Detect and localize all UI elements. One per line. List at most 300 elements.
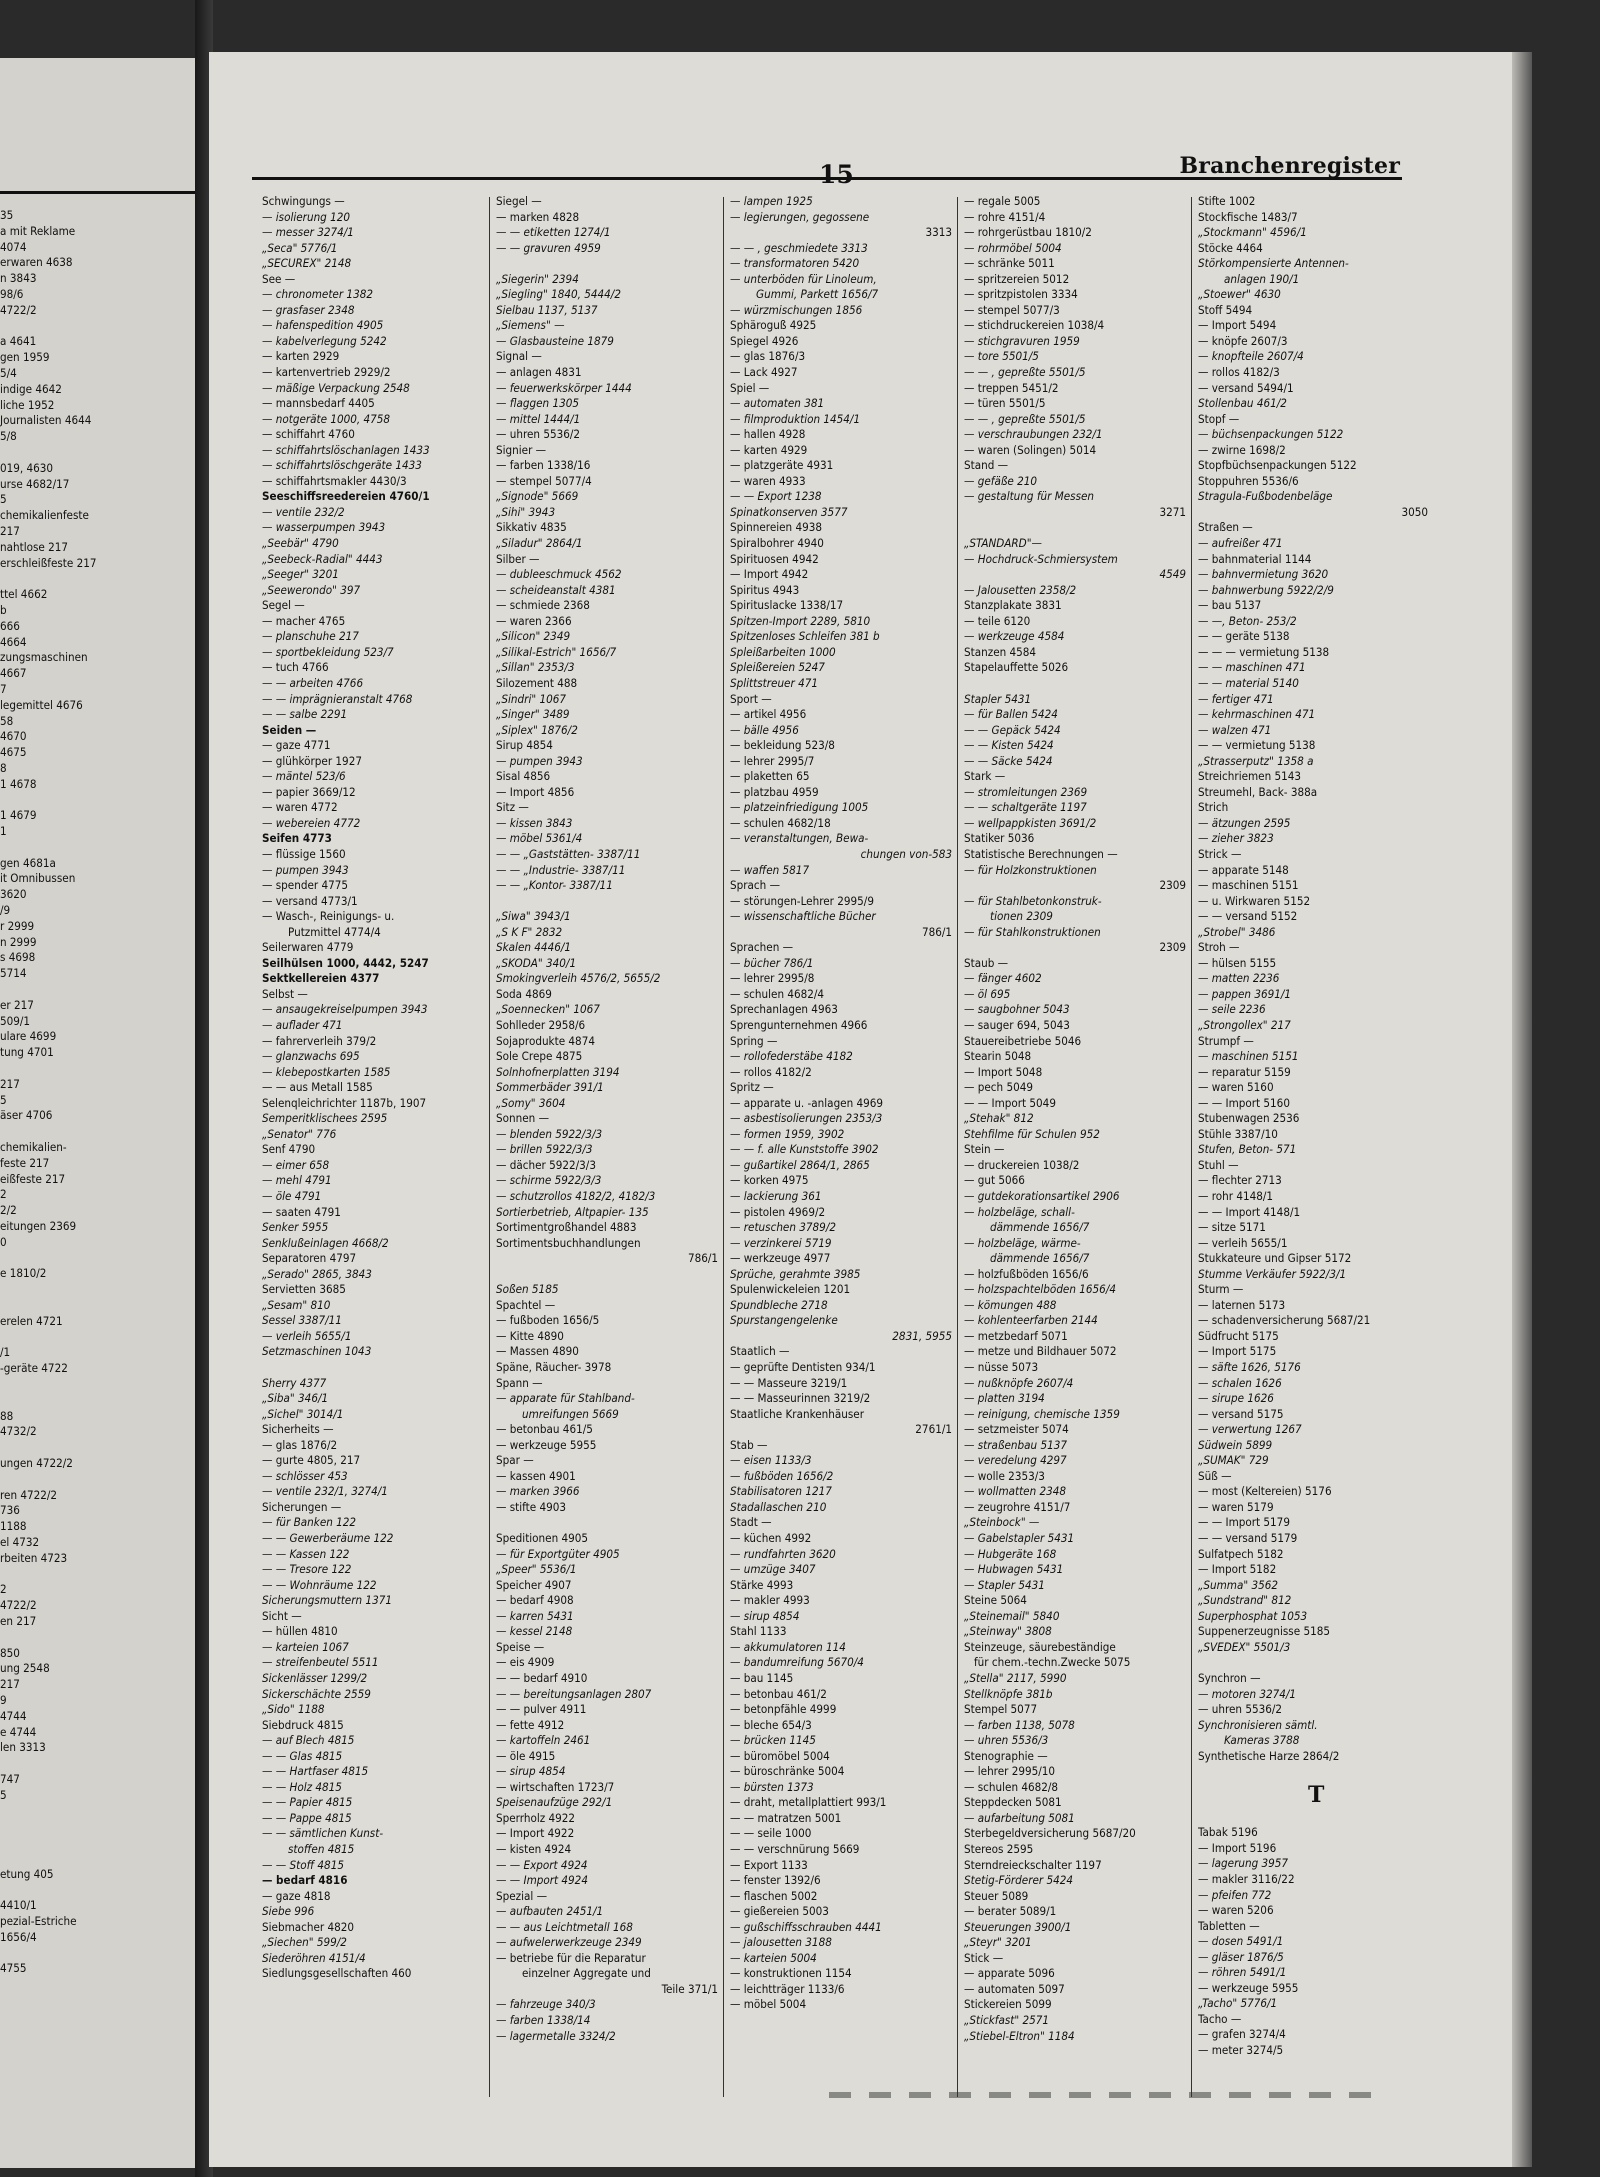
index-entry: — sportbekleidung 523/7 bbox=[262, 644, 394, 659]
index-entry: Sitz — bbox=[496, 800, 529, 815]
index-entry: — — etiketten 1274/1 bbox=[496, 225, 611, 240]
fragment-line: el 4732 bbox=[0, 1534, 40, 1549]
index-entry: Spirituosen 4942 bbox=[730, 551, 819, 566]
index-entry: chungen von-583 bbox=[860, 846, 952, 861]
index-entry: — Hubwagen 5431 bbox=[964, 1562, 1064, 1577]
fragment-line bbox=[0, 1567, 195, 1583]
index-entry: — betonbau 461/2 bbox=[730, 1686, 827, 1701]
index-entry: anlagen 190/1 bbox=[1224, 271, 1300, 286]
index-entry: — motoren 3274/1 bbox=[1198, 1686, 1297, 1701]
previous-page-column bbox=[0, 208, 195, 1977]
index-entry: — farben 1338/16 bbox=[496, 458, 591, 473]
index-entry: — küchen 4992 bbox=[730, 1531, 812, 1546]
index-entry: — platzbau 4959 bbox=[730, 784, 819, 799]
index-entry: Sterbegeldversicherung 5687/20 bbox=[964, 1826, 1136, 1841]
index-entry: — makler 3116/22 bbox=[1198, 1871, 1295, 1886]
index-entry: Störkompensierte Antennen- bbox=[1198, 256, 1349, 271]
index-entry: — bau 5137 bbox=[1198, 598, 1262, 613]
index-entry: Stick — bbox=[964, 1950, 1004, 1965]
index-entry: — retuschen 3789/2 bbox=[730, 1220, 836, 1235]
index-entry: Sickenlässer 1299/2 bbox=[262, 1670, 368, 1685]
index-entry: — meter 3274/5 bbox=[1198, 2042, 1284, 2057]
index-entry: Siederöhren 4151/4 bbox=[262, 1950, 366, 1965]
index-entry: — schulen 4682/18 bbox=[730, 815, 831, 830]
fragment-line: zungsmaschinen bbox=[0, 650, 88, 665]
index-entry: — waren 5206 bbox=[1198, 1903, 1274, 1918]
index-entry: Sortimentsbuchhandlungen bbox=[496, 1235, 641, 1250]
index-entry: „Sindri" 1067 bbox=[496, 691, 566, 706]
index-entry: — fette 4912 bbox=[496, 1717, 565, 1732]
fragment-line: /1 bbox=[0, 1345, 11, 1360]
index-entry: Stufen, Beton- 571 bbox=[1198, 1142, 1297, 1157]
index-entry: — karten 2929 bbox=[262, 349, 340, 364]
index-entry: — berater 5089/1 bbox=[964, 1904, 1057, 1919]
index-entry: — wirtschaften 1723/7 bbox=[496, 1779, 615, 1794]
fragment-line: 3620 bbox=[0, 887, 27, 902]
index-entry: „S K F" 2832 bbox=[496, 924, 563, 939]
index-entry: — Import 4942 bbox=[730, 567, 809, 582]
index-entry: Siedlungsgesellschaften 460 bbox=[262, 1966, 412, 1981]
index-entry: Sterndreieckschalter 1197 bbox=[964, 1857, 1102, 1872]
index-entry: Servietten 3685 bbox=[262, 1282, 346, 1297]
index-entry: — — Gewerberäume 122 bbox=[262, 1531, 394, 1546]
index-entry: „Summa" 3562 bbox=[1198, 1577, 1278, 1592]
index-entry: — — Säcke 5424 bbox=[964, 753, 1053, 768]
index-entry: Sturm — bbox=[1198, 1282, 1244, 1297]
index-entry: — ätzungen 2595 bbox=[1198, 815, 1291, 830]
index-entry: — säfte 1626, 5176 bbox=[1198, 1360, 1301, 1375]
index-entry: — — Masseure 3219/1 bbox=[730, 1375, 848, 1390]
index-entry: Sommerbäder 391/1 bbox=[496, 1080, 604, 1095]
fragment-line: 4744 bbox=[0, 1708, 27, 1723]
fragment-line bbox=[0, 1330, 195, 1346]
index-entry: „Strobel" 3486 bbox=[1198, 924, 1276, 939]
index-entry: — Wasch-, Reinigungs- u. bbox=[262, 909, 395, 924]
fragment-line: 4722/2 bbox=[0, 1598, 37, 1613]
index-entry: Sphäroguß 4925 bbox=[730, 318, 817, 333]
fragment-line: eitungen 2369 bbox=[0, 1219, 77, 1233]
fragment-line bbox=[0, 1377, 195, 1393]
index-entry: „Sundstrand" 812 bbox=[1198, 1593, 1292, 1608]
index-entry bbox=[964, 676, 1186, 692]
index-entry: — — Import 4148/1 bbox=[1198, 1204, 1301, 1219]
index-entry: Streichriemen 5143 bbox=[1198, 769, 1302, 784]
index-entry: — schadenversicherung 5687/21 bbox=[1198, 1313, 1371, 1328]
index-entry: Statiker 5036 bbox=[964, 831, 1035, 846]
index-column-1 bbox=[262, 194, 484, 1982]
index-entry: — farben 1138, 5078 bbox=[964, 1717, 1075, 1732]
index-entry: — stromleitungen 2369 bbox=[964, 784, 1088, 799]
index-entry: Kameras 3788 bbox=[1224, 1733, 1300, 1748]
index-entry: — gut 5066 bbox=[964, 1173, 1025, 1188]
fragment-line: 88 bbox=[0, 1408, 14, 1423]
fragment-line bbox=[0, 1440, 195, 1456]
index-entry: Stapelauffette 5026 bbox=[964, 660, 1069, 675]
index-entry: — knopfteile 2607/4 bbox=[1198, 349, 1304, 364]
index-entry: — knöpfe 2607/3 bbox=[1198, 333, 1288, 348]
index-entry: — fahrerverleih 379/2 bbox=[262, 1033, 377, 1048]
index-entry: — versand 5175 bbox=[1198, 1406, 1284, 1421]
index-entry: Soda 4869 bbox=[496, 986, 552, 1001]
fragment-line: n 3843 bbox=[0, 271, 37, 286]
index-entry: 4549 bbox=[1159, 567, 1186, 582]
index-entry: — pumpen 3943 bbox=[262, 862, 349, 877]
index-entry: Seilhülsen 1000, 4442, 5247 bbox=[262, 955, 429, 970]
index-entry: — kartoffeln 2461 bbox=[496, 1733, 591, 1748]
index-entry: — betriebe für die Reparatur bbox=[496, 1950, 646, 1965]
index-entry: — Export 1133 bbox=[730, 1857, 808, 1872]
index-entry: Seilerwaren 4779 bbox=[262, 940, 354, 955]
index-entry: — umzüge 3407 bbox=[730, 1562, 816, 1577]
index-entry: — eimer 658 bbox=[262, 1157, 330, 1172]
index-entry: — waren 4933 bbox=[730, 473, 806, 488]
index-entry: Stoppuhren 5536/6 bbox=[1198, 473, 1299, 488]
index-entry: — rohrmöbel 5004 bbox=[964, 240, 1062, 255]
index-entry: — saugbohner 5043 bbox=[964, 1002, 1070, 1017]
index-entry: Sisal 4856 bbox=[496, 769, 551, 784]
fragment-line bbox=[0, 1835, 195, 1851]
index-entry: — mittel 1444/1 bbox=[496, 411, 581, 426]
index-entry: — flüssige 1560 bbox=[262, 846, 346, 861]
index-entry: — — sämtlichen Kunst- bbox=[262, 1826, 384, 1841]
index-entry: „Seeger" 3201 bbox=[262, 567, 339, 582]
index-entry: — — aus Metall 1585 bbox=[262, 1080, 373, 1095]
index-entry bbox=[262, 1360, 484, 1376]
index-entry: — fußboden 1656/5 bbox=[496, 1313, 600, 1328]
index-entry: „Sillan" 2353/3 bbox=[496, 660, 575, 675]
index-entry: — ansaugekreiselpumpen 3943 bbox=[262, 1002, 428, 1017]
index-entry: — türen 5501/5 bbox=[964, 396, 1046, 411]
index-entry: — brillen 5922/3/3 bbox=[496, 1142, 593, 1157]
index-entry: Soßen 5185 bbox=[496, 1282, 559, 1297]
fragment-line: 7 bbox=[0, 681, 7, 696]
index-entry: Stifte 1002 bbox=[1198, 194, 1256, 208]
fragment-line: nahtlose 217 bbox=[0, 539, 69, 554]
index-entry: — lehrer 2995/10 bbox=[964, 1764, 1056, 1779]
index-entry: — reparatur 5159 bbox=[1198, 1064, 1291, 1079]
index-entry: — pumpen 3943 bbox=[496, 753, 583, 768]
index-entry: — — verschnürung 5669 bbox=[730, 1841, 860, 1856]
index-entry: „Sido" 1188 bbox=[262, 1702, 325, 1717]
fragment-line: gen 4681a bbox=[0, 855, 56, 870]
index-entry: — Hubgeräte 168 bbox=[964, 1546, 1057, 1561]
index-entry: — apparate 5096 bbox=[964, 1966, 1055, 1981]
fragment-line: erschleißfeste 217 bbox=[0, 555, 97, 570]
index-entry: — rohrgerüstbau 1810/2 bbox=[964, 225, 1092, 240]
fragment-line: 4410/1 bbox=[0, 1898, 37, 1913]
index-entry: — — Tresore 122 bbox=[262, 1562, 352, 1577]
index-entry: „Sichel" 3014/1 bbox=[262, 1406, 344, 1421]
index-entry: — für Stahlbetonkonstruk- bbox=[964, 893, 1102, 908]
index-entry: — fahrzeuge 340/3 bbox=[496, 1997, 596, 2012]
index-entry: — gläser 1876/5 bbox=[1198, 1949, 1284, 1964]
index-entry: — sauger 694, 5043 bbox=[964, 1017, 1070, 1032]
index-entry: — mehl 4791 bbox=[262, 1173, 332, 1188]
index-entry: — notgeräte 1000, 4758 bbox=[262, 411, 391, 426]
index-entry: „Steinemail" 5840 bbox=[964, 1608, 1060, 1623]
index-entry: 3271 bbox=[1159, 504, 1186, 519]
index-entry: — zwirne 1698/2 bbox=[1198, 442, 1286, 457]
index-entry: — — Glas 4815 bbox=[262, 1748, 343, 1763]
index-entry: — eisen 1133/3 bbox=[730, 1453, 812, 1468]
fragment-line: 4670 bbox=[0, 729, 27, 744]
index-entry: „Serado" 2865, 3843 bbox=[262, 1266, 372, 1281]
index-entry: — flechter 2713 bbox=[1198, 1173, 1282, 1188]
index-entry bbox=[1198, 1810, 1428, 1826]
previous-page-fragment bbox=[0, 58, 195, 2168]
index-entry: — papier 3669/12 bbox=[262, 784, 356, 799]
index-entry: — automaten 381 bbox=[730, 396, 825, 411]
fragment-line: indige 4642 bbox=[0, 381, 62, 396]
index-entry: 786/1 bbox=[687, 1251, 718, 1266]
index-entry: — setzmeister 5074 bbox=[964, 1422, 1069, 1437]
index-entry: Sessel 3387/11 bbox=[262, 1313, 342, 1328]
index-entry: — schlösser 453 bbox=[262, 1468, 348, 1483]
index-entry: dämmende 1656/7 bbox=[990, 1251, 1090, 1266]
index-entry: — — maschinen 471 bbox=[1198, 660, 1306, 675]
index-entry: — schulen 4682/8 bbox=[964, 1779, 1059, 1794]
index-entry: — — „Kontor- 3387/11 bbox=[496, 878, 613, 893]
index-entry: Selbst — bbox=[262, 986, 308, 1001]
index-entry: „Silikal-Estrich" 1656/7 bbox=[496, 644, 617, 659]
index-entry: Stauereibetriebe 5046 bbox=[964, 1033, 1082, 1048]
index-entry: „SECUREX" 2148 bbox=[262, 256, 352, 271]
index-entry: — treppen 5451/2 bbox=[964, 380, 1059, 395]
index-entry: Tacho — bbox=[1198, 2011, 1242, 2026]
fragment-line: s 4698 bbox=[0, 950, 36, 965]
index-entry: „Strasserputz" 1358 a bbox=[1198, 753, 1314, 768]
index-entry: Staatlich — bbox=[730, 1344, 790, 1359]
index-entry: — lehrer 2995/8 bbox=[730, 971, 815, 986]
index-entry: — gutdekorationsartikel 2906 bbox=[964, 1189, 1120, 1203]
index-entry: — metze und Bildhauer 5072 bbox=[964, 1344, 1117, 1359]
index-entry: Sonnen — bbox=[496, 1111, 550, 1126]
index-entry: Sprach — bbox=[730, 878, 781, 893]
fragment-line: 509/1 bbox=[0, 1013, 31, 1028]
index-entry: Speicher 4907 bbox=[496, 1577, 572, 1592]
index-entry: Stand — bbox=[964, 458, 1009, 473]
index-entry: — gefäße 210 bbox=[964, 473, 1038, 488]
index-entry: — — Masseurinnen 3219/2 bbox=[730, 1391, 871, 1406]
index-entry: — maschinen 5151 bbox=[1198, 1049, 1299, 1064]
index-entry: — verleih 5655/1 bbox=[1198, 1235, 1288, 1250]
fragment-line: 217 bbox=[0, 523, 20, 538]
index-entry: Stühle 3387/10 bbox=[1198, 1126, 1278, 1141]
index-entry: — werkzeuge 4977 bbox=[730, 1251, 831, 1266]
index-entry: — hüllen 4810 bbox=[262, 1624, 338, 1639]
index-entry: — druckereien 1038/2 bbox=[964, 1157, 1080, 1172]
index-entry: Stahl 1133 bbox=[730, 1624, 787, 1639]
index-entry: Steinzeuge, säurebeständige bbox=[964, 1639, 1116, 1654]
index-entry: — automaten 5097 bbox=[964, 1981, 1065, 1996]
index-entry: — büchsenpackungen 5122 bbox=[1198, 427, 1344, 442]
index-entry: — öle 4915 bbox=[496, 1748, 556, 1763]
index-entry: — platten 3194 bbox=[964, 1391, 1045, 1406]
index-entry: — sirup 4854 bbox=[496, 1764, 566, 1779]
header-rule bbox=[252, 177, 1402, 180]
index-entry: Süß — bbox=[1198, 1468, 1232, 1483]
fragment-line: erwaren 4638 bbox=[0, 255, 73, 270]
running-head: Branchenregister bbox=[1179, 153, 1400, 179]
index-entry: — veredelung 4297 bbox=[964, 1453, 1067, 1468]
index-entry: — lehrer 2995/7 bbox=[730, 753, 815, 768]
index-entry: — kohlenteerfarben 2144 bbox=[964, 1313, 1098, 1328]
index-entry: Sortimentgroßhandel 4883 bbox=[496, 1220, 637, 1235]
index-entry: — würzmischungen 1856 bbox=[730, 302, 863, 317]
index-entry: — — Export 1238 bbox=[730, 489, 822, 504]
index-entry: — farben 1338/14 bbox=[496, 2012, 591, 2027]
index-entry: — flaschen 5002 bbox=[730, 1888, 818, 1903]
fragment-line: 8 bbox=[0, 760, 7, 775]
index-entry: — sitze 5171 bbox=[1198, 1220, 1266, 1235]
index-entry: — waren 2366 bbox=[496, 613, 572, 628]
index-entry: Spitzen-Import 2289, 5810 bbox=[730, 613, 871, 628]
index-entry: „Seca" 5776/1 bbox=[262, 240, 338, 255]
index-entry: — karten 4929 bbox=[730, 442, 808, 457]
index-entry: — — Import 4924 bbox=[496, 1873, 588, 1888]
fragment-line: 1 4678 bbox=[0, 776, 37, 791]
index-entry: Silozement 488 bbox=[496, 675, 578, 690]
index-entry: Stumme Verkäufer 5922/3/1 bbox=[1198, 1266, 1347, 1281]
index-entry: Stoff 5494 bbox=[1198, 302, 1253, 317]
index-entry: „Seebeck-Radial" 4443 bbox=[262, 551, 383, 566]
fragment-line: 5714 bbox=[0, 966, 27, 981]
index-entry: Stellknöpfe 381b bbox=[964, 1686, 1053, 1701]
index-entry: — planschuhe 217 bbox=[262, 629, 359, 644]
fragment-line: 4722/2 bbox=[0, 302, 37, 317]
fragment-line: chemikalienfeste bbox=[0, 508, 89, 523]
index-entry: — blenden 5922/3/3 bbox=[496, 1126, 603, 1141]
index-entry: — messer 3274/1 bbox=[262, 225, 354, 240]
index-entry: Stapler 5431 bbox=[964, 691, 1032, 706]
index-entry: — webereien 4772 bbox=[262, 815, 361, 830]
index-entry: Stearin 5048 bbox=[964, 1049, 1032, 1064]
index-entry: Seifen 4773 bbox=[262, 831, 332, 846]
index-entry: — —, Beton- 253/2 bbox=[1198, 613, 1297, 628]
index-entry: — karren 5431 bbox=[496, 1608, 574, 1623]
fragment-line: 5 bbox=[0, 1092, 7, 1107]
index-entry: — verwertung 1267 bbox=[1198, 1422, 1302, 1437]
index-entry: — wollmatten 2348 bbox=[964, 1484, 1067, 1499]
index-entry: — spritzpistolen 3334 bbox=[964, 287, 1078, 302]
fragment-line bbox=[0, 445, 195, 461]
fragment-line: 9 bbox=[0, 1692, 7, 1707]
index-entry: — Lack 4927 bbox=[730, 365, 798, 380]
index-entry: — glas 1876/3 bbox=[730, 349, 806, 364]
index-entry: Speise — bbox=[496, 1639, 545, 1654]
index-entry: „Sesam" 810 bbox=[262, 1297, 331, 1312]
index-entry: — nußknöpfe 2607/4 bbox=[964, 1375, 1074, 1390]
index-entry bbox=[964, 520, 1186, 536]
fragment-line bbox=[0, 1946, 195, 1962]
index-entry: — — Import 5160 bbox=[1198, 1095, 1290, 1110]
fragment-line: it Omnibussen bbox=[0, 871, 76, 886]
fragment-line: erelen 4721 bbox=[0, 1313, 63, 1328]
index-entry: — konstruktionen 1154 bbox=[730, 1966, 852, 1981]
index-entry: — hallen 4928 bbox=[730, 427, 806, 442]
index-entry: Spezial — bbox=[496, 1888, 548, 1903]
index-entry: — matten 2236 bbox=[1198, 971, 1280, 986]
index-entry: Sherry 4377 bbox=[262, 1375, 327, 1390]
index-entry: „Soennecken" 1067 bbox=[496, 1002, 600, 1017]
index-entry: — marken 3966 bbox=[496, 1484, 580, 1499]
index-entry: — saaten 4791 bbox=[262, 1204, 341, 1219]
index-entry: — betonpfähle 4999 bbox=[730, 1702, 837, 1717]
index-entry: — Import 4856 bbox=[496, 784, 575, 799]
index-entry: Stöcke 4464 bbox=[1198, 240, 1263, 255]
fragment-line: 0 bbox=[0, 1234, 7, 1249]
index-entry: — Import 5494 bbox=[1198, 318, 1277, 333]
index-entry: — versand 5494/1 bbox=[1198, 380, 1294, 395]
index-entry: Skalen 4446/1 bbox=[496, 940, 571, 955]
fragment-line: /9 bbox=[0, 903, 11, 918]
index-entry: Spiritus 4943 bbox=[730, 582, 800, 597]
index-entry: Spinatkonserven 3577 bbox=[730, 504, 848, 519]
index-entry: — — , geschmiedete 3313 bbox=[730, 240, 868, 255]
index-entry: — leichtträger 1133/6 bbox=[730, 1981, 845, 1996]
index-entry: Suppenerzeugnisse 5185 bbox=[1198, 1624, 1330, 1639]
index-entry: — schmiede 2368 bbox=[496, 598, 590, 613]
index-entry: — Kitte 4890 bbox=[496, 1328, 564, 1343]
index-entry: — — vermietung 5138 bbox=[1198, 738, 1316, 753]
index-entry: Smokingverleih 4576/2, 5655/2 bbox=[496, 971, 661, 986]
index-entry: Superphosphat 1053 bbox=[1198, 1608, 1308, 1623]
index-entry: — nüsse 5073 bbox=[964, 1360, 1039, 1375]
index-entry: Spitzenloses Schleifen 381 b bbox=[730, 629, 880, 644]
index-entry: — — schaltgeräte 1197 bbox=[964, 800, 1087, 815]
index-entry bbox=[496, 1267, 718, 1283]
fragment-line: 666 bbox=[0, 618, 20, 633]
fragment-line: 217 bbox=[0, 1076, 20, 1091]
index-column-5 bbox=[1198, 194, 1428, 2059]
index-entry: — öle 4791 bbox=[262, 1189, 322, 1203]
index-entry: — für Stahlkonstruktionen bbox=[964, 924, 1101, 939]
index-entry: — bahnwerbung 5922/2/9 bbox=[1198, 582, 1334, 597]
index-entry: — — matratzen 5001 bbox=[730, 1810, 842, 1825]
index-entry: — karteien 5004 bbox=[730, 1950, 817, 1965]
index-entry: — hafenspedition 4905 bbox=[262, 318, 384, 333]
index-entry: — plaketten 65 bbox=[730, 769, 810, 784]
fragment-line: en 217 bbox=[0, 1613, 37, 1628]
fragment-line: 58 bbox=[0, 713, 14, 728]
fragment-line: feste 217 bbox=[0, 1155, 50, 1170]
index-entry: — rohre 4151/4 bbox=[964, 209, 1046, 224]
index-entry: Signal — bbox=[496, 349, 542, 364]
index-entry: „Siba" 346/1 bbox=[262, 1391, 329, 1406]
index-entry: — — Kisten 5424 bbox=[964, 738, 1054, 753]
index-entry: — bücher 786/1 bbox=[730, 955, 814, 970]
fragment-line: etung 405 bbox=[0, 1866, 54, 1881]
index-entry: — akkumulatoren 114 bbox=[730, 1639, 846, 1654]
index-entry: — — gravuren 4959 bbox=[496, 240, 601, 255]
index-entry: — bedarf 4816 bbox=[262, 1873, 348, 1888]
index-entry: Spritz — bbox=[730, 1080, 774, 1095]
index-entry: — pfeifen 772 bbox=[1198, 1887, 1272, 1902]
index-entry: Seiden — bbox=[262, 722, 317, 737]
fragment-line: n 2999 bbox=[0, 934, 37, 949]
index-entry: — waren 5179 bbox=[1198, 1499, 1274, 1514]
index-column-4 bbox=[964, 194, 1186, 2044]
index-entry: 2309 bbox=[1159, 940, 1186, 955]
index-entry: — glühkörper 1927 bbox=[262, 753, 362, 768]
index-entry: „Siemens" — bbox=[496, 318, 565, 333]
fragment-line: 2 bbox=[0, 1582, 7, 1597]
index-entry: — isolierung 120 bbox=[262, 209, 351, 224]
index-entry: — dosen 5491/1 bbox=[1198, 1934, 1284, 1949]
index-entry: Stanzen 4584 bbox=[964, 644, 1037, 659]
index-entry: — betonbau 461/5 bbox=[496, 1422, 593, 1437]
index-entry: — lagermetalle 3324/2 bbox=[496, 2028, 616, 2043]
